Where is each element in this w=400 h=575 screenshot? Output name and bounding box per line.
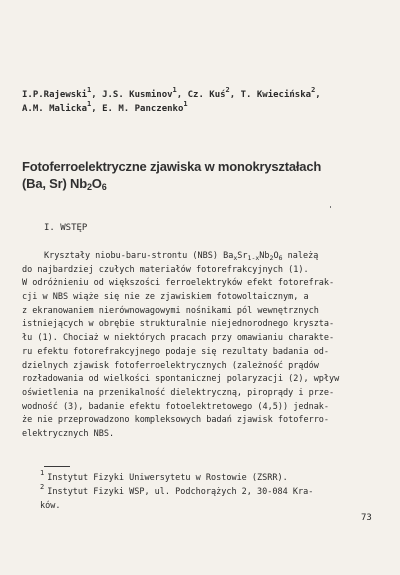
title-line-2 — [22, 175, 362, 192]
body-line: łu (1). Chociaż w niektórych pracach przy omawianiu charakte- — [22, 333, 335, 344]
body-line: ru efektu fotorefrakcyjnego podaje się rezultaty badania od- — [22, 346, 330, 357]
author-separator: , — [91, 104, 103, 114]
author-affiliation-marker: 2 — [311, 86, 316, 94]
body-line: elektrycznych NBS. — [22, 428, 115, 439]
body-line: z ekranowaniem nierównowagowymi nośnikami pól wewnętrznych — [22, 305, 319, 316]
title-formula-prefix: (Ba, Sr) Nb — [22, 176, 87, 191]
formula-part: Sr — [237, 251, 248, 261]
author-name: E. M. Panczenko — [102, 104, 184, 114]
footnote-2-marker: 2 — [40, 483, 45, 491]
scan-speck — [330, 206, 331, 208]
formula-part: Kryształy niobu-baru-strontu (NBS) Ba — [44, 251, 234, 261]
title-formula-sub-1: 2 — [86, 182, 92, 192]
author-affiliation-marker: 1 — [183, 100, 188, 108]
body-line: cji w NBS wiąże się nie ze zjawiskiem fotowoltaicznym, a — [22, 292, 309, 303]
page-number: 73 — [361, 513, 372, 523]
body-line: oświetlenia na przenikalność dielektryczną, piroprądy i prze- — [22, 387, 335, 398]
body-line: do najbardziej czułych materiałów fotorefrakcyjnych (1). — [22, 264, 309, 275]
title-formula-mid: O — [91, 176, 102, 191]
title-formula-sub-2: 6 — [101, 182, 107, 192]
footnote-rule — [44, 466, 70, 467]
body-line: W odróżnieniu od większości ferroelektryków efekt fotorefrak- — [22, 278, 335, 289]
author-affiliation-marker: 1 — [172, 86, 177, 94]
body-line: wodność (3), badanie efektu fotoelektretowego (4,5)) jednak- — [22, 401, 330, 412]
footnote-2-text: Instytut Fizyki WSP, ul. Podchorążych 2, 30-084 Kra- — [47, 487, 314, 497]
author-name: J.S. Kusminov — [102, 90, 173, 100]
author-list — [22, 88, 362, 116]
formula-part: Nb — [259, 251, 270, 261]
author-affiliation-marker: 2 — [225, 86, 230, 94]
formula-subscript: 6 — [278, 254, 283, 262]
formula-subscript: 1-x — [247, 254, 260, 262]
author-name: I.P.Rajewski — [22, 90, 88, 100]
footnote-2-continuation: ków. — [40, 501, 61, 511]
footnote-2 — [40, 485, 370, 499]
body-line: rozładowania od wielkości spontanicznej polaryzacji (2), wpływ — [22, 374, 340, 385]
author-separator: , — [176, 90, 188, 100]
footnote-1-text: Instytut Fizyki Uniwersytetu w Rostowie (ZSRR). — [47, 473, 288, 483]
author-affiliation-marker: 1 — [87, 86, 92, 94]
author-name: A.M. Malicka — [22, 104, 88, 114]
author-separator: , — [91, 90, 103, 100]
formula-part: O — [273, 251, 279, 261]
author-name: Cz. Kuś — [187, 90, 226, 100]
title-line-1: Fotoferroelektryczne zjawiska w monokryształach — [22, 159, 322, 174]
article-title — [22, 158, 362, 192]
formula-part: należą — [282, 251, 319, 261]
footnote-1 — [40, 471, 370, 485]
body-line: istniejących w obrębie strukturalnie niejednorodnego kryszta- — [22, 319, 335, 330]
author-separator: , — [315, 90, 321, 100]
author-affiliation-marker: 1 — [87, 100, 92, 108]
author-name: T. Kwiecińska — [240, 90, 312, 100]
author-separator: , — [229, 90, 241, 100]
body-line: dzielnych zjawisk fotoferroelektrycznych (zależność prądów — [22, 360, 319, 371]
footnotes — [40, 471, 370, 513]
body-text — [22, 250, 382, 442]
section-heading: I. WSTĘP — [44, 223, 88, 233]
formula-subscript: x — [233, 254, 238, 262]
footnote-1-marker: 1 — [40, 469, 45, 477]
body-line: że nie przeprowadzono kompleksowych badań zjawisk fotoferro- — [22, 415, 330, 426]
body-line-formula — [22, 250, 382, 264]
formula-subscript: 2 — [269, 254, 274, 262]
